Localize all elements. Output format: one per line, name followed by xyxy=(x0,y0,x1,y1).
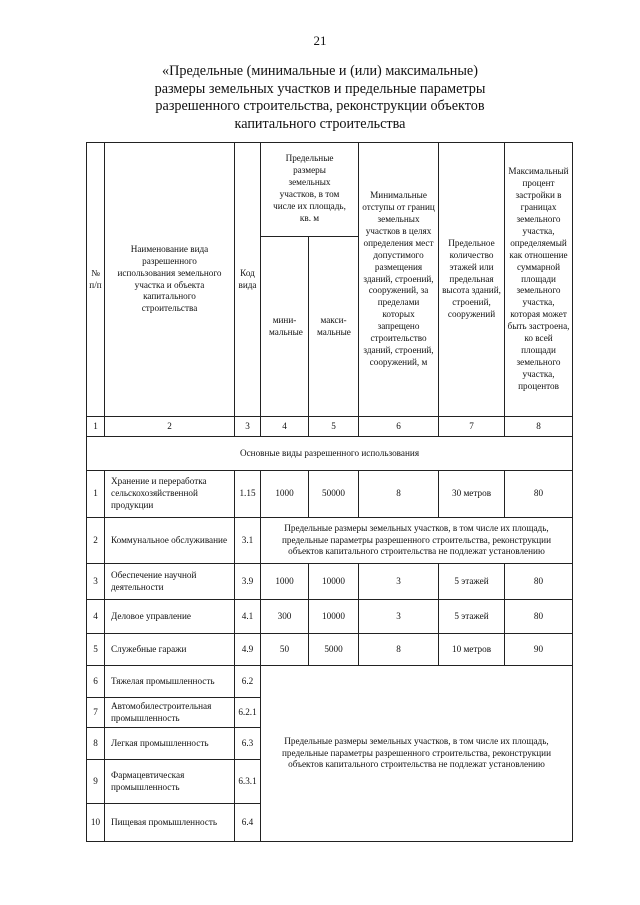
row-code: 4.9 xyxy=(235,634,261,666)
row-max: 10000 xyxy=(309,600,359,634)
row-floors: 5 этажей xyxy=(439,564,505,600)
header-min: мини-мальные xyxy=(261,237,309,417)
table-row xyxy=(87,518,573,564)
row-floors: 5 этажей xyxy=(439,600,505,634)
row-code: 6.3 xyxy=(235,728,261,760)
row-code: 6.4 xyxy=(235,804,261,842)
header-code: Код вида xyxy=(235,143,261,417)
row-code: 3.1 xyxy=(235,518,261,564)
header-num: № п/п xyxy=(87,143,105,417)
column-number: 2 xyxy=(105,417,235,437)
table-row xyxy=(87,471,573,518)
row-coverage: 80 xyxy=(505,471,573,518)
table-row xyxy=(87,564,573,600)
row-max: 10000 xyxy=(309,564,359,600)
merged-note: Предельные размеры земельных участков, в том числе их площадь, предельные параметры разрешенного строительства, реконструкции объектов капитального строительства не подлежат установлению xyxy=(261,666,573,842)
title-line: размеры земельных участков и предельные параметры xyxy=(154,80,486,97)
column-number: 5 xyxy=(309,417,359,437)
row-floors: 10 метров xyxy=(439,634,505,666)
title-line: «Предельные (минимальные и (или) максимальные) xyxy=(162,63,478,79)
section-title: Основные виды разрешенного использования xyxy=(87,437,573,471)
row-num: 7 xyxy=(87,698,105,728)
column-number: 3 xyxy=(235,417,261,437)
document-title xyxy=(120,63,520,133)
row-setback: 8 xyxy=(359,634,439,666)
title-line: разрешенного строительства, реконструкции объектов xyxy=(155,98,485,114)
row-code: 1.15 xyxy=(235,471,261,518)
column-number: 6 xyxy=(359,417,439,437)
row-min: 300 xyxy=(261,600,309,634)
row-code: 3.9 xyxy=(235,564,261,600)
row-setback: 3 xyxy=(359,564,439,600)
row-num: 10 xyxy=(87,804,105,842)
row-max: 5000 xyxy=(309,634,359,666)
row-floors: 30 метров xyxy=(439,471,505,518)
column-number: 7 xyxy=(439,417,505,437)
row-num: 4 xyxy=(87,600,105,634)
column-number: 4 xyxy=(261,417,309,437)
row-name: Коммунальное обслуживание xyxy=(105,518,235,564)
header-floors: Предельное количество этажей или предельная высота зданий, строений, сооружений xyxy=(439,143,505,417)
row-name: Тяжелая промышленность xyxy=(105,666,235,698)
column-number: 1 xyxy=(87,417,105,437)
row-num: 5 xyxy=(87,634,105,666)
table-row xyxy=(87,666,573,698)
table-row xyxy=(87,600,573,634)
header-size-group: Предельные размеры земельных участков, в том числе их площадь, кв. м xyxy=(261,143,359,237)
row-setback: 8 xyxy=(359,471,439,518)
header-coverage: Максимальный процент застройки в границах земельного участка, определяемый как отношение суммарной площади земельного участка, которая может быть застроена, ко всей площади земельного участка, процентов xyxy=(505,143,573,417)
row-min: 50 xyxy=(261,634,309,666)
row-num: 3 xyxy=(87,564,105,600)
row-coverage: 80 xyxy=(505,564,573,600)
row-name: Автомобилестроительная промышленность xyxy=(105,698,235,728)
column-number: 8 xyxy=(505,417,573,437)
row-num: 9 xyxy=(87,760,105,804)
table-row xyxy=(87,634,573,666)
row-min: 1000 xyxy=(261,564,309,600)
row-name: Деловое управление xyxy=(105,600,235,634)
header-setback: Минимальные отступы от границ земельных участков в целях определения мест допустимого размещения зданий, строений, сооружений, за пределами которых запрещено строительство зданий, строений, сооружений, м xyxy=(359,143,439,417)
row-num: 8 xyxy=(87,728,105,760)
row-max: 50000 xyxy=(309,471,359,518)
header-max: макси-мальные xyxy=(309,237,359,417)
row-coverage: 80 xyxy=(505,600,573,634)
row-name: Обеспечение научной деятельности xyxy=(105,564,235,600)
row-note: Предельные размеры земельных участков, в том числе их площадь, предельные параметры разрешенного строительства, реконструкции объектов капитального строительства не подлежат установлению xyxy=(261,518,573,564)
row-code: 6.2.1 xyxy=(235,698,261,728)
row-name: Служебные гаражи xyxy=(105,634,235,666)
row-name: Хранение и переработка сельскохозяйственной продукции xyxy=(105,471,235,518)
parameters-table xyxy=(86,142,573,842)
page-number: 21 xyxy=(313,33,327,48)
row-name: Легкая промышленность xyxy=(105,728,235,760)
row-code: 6.2 xyxy=(235,666,261,698)
row-num: 6 xyxy=(87,666,105,698)
row-num: 1 xyxy=(87,471,105,518)
row-setback: 3 xyxy=(359,600,439,634)
row-code: 6.3.1 xyxy=(235,760,261,804)
header-name: Наименование вида разрешенного использования земельного участка и объекта капитального строительства xyxy=(105,143,235,417)
row-num: 2 xyxy=(87,518,105,564)
title-line: капитального строительства xyxy=(234,115,406,132)
row-name: Фармацевтическая промышленность xyxy=(105,760,235,804)
row-code: 4.1 xyxy=(235,600,261,634)
row-coverage: 90 xyxy=(505,634,573,666)
row-min: 1000 xyxy=(261,471,309,518)
row-name: Пищевая промышленность xyxy=(105,804,235,842)
